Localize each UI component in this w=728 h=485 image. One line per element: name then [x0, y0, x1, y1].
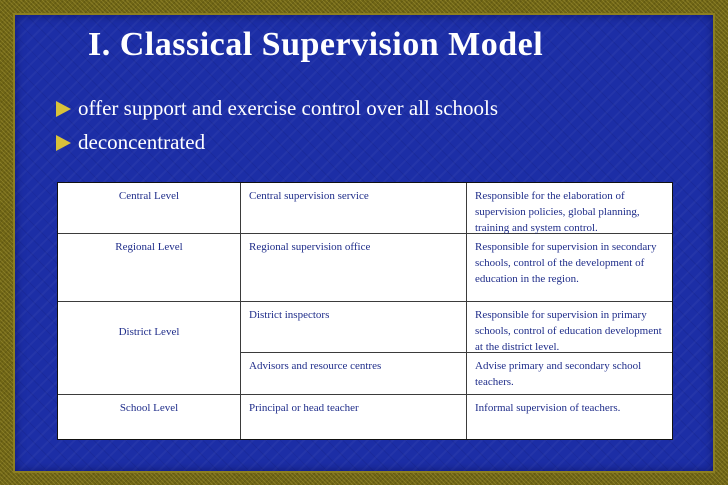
bullet-list: [56, 96, 498, 164]
bullet-text: offer support and exercise control over all schools: [78, 96, 499, 120]
responsibility-cell: Responsible for the elaboration of supervision policies, global planning, training and system control.: [475, 190, 640, 234]
bullet-text: deconcentrated: [78, 130, 206, 154]
responsibility-cell: Informal supervision of teachers.: [475, 402, 621, 414]
triangle-arrow-icon: [56, 101, 71, 117]
slide-title: I. Classical Supervision Model: [88, 26, 544, 63]
structure-cell: Principal or head teacher: [249, 402, 359, 414]
triangle-arrow-icon: [56, 135, 71, 151]
bullet-item: [56, 96, 498, 130]
level-cell-central: Central Level: [118, 190, 180, 202]
structure-cell: Regional supervision office: [249, 241, 371, 253]
responsibility-cell: Responsible for supervision in secondary schools, control of the development of education in the region.: [475, 241, 657, 285]
level-cell-regional: Regional Level: [115, 241, 183, 253]
structure-cell: Advisors and resource centres: [249, 360, 382, 372]
level-cell-district: District Level: [118, 326, 180, 338]
responsibility-cell: Advise primary and secondary school teachers.: [475, 360, 642, 388]
bullet-item: [56, 130, 498, 164]
level-cell-school: School Level: [119, 402, 179, 414]
responsibility-cell: Responsible for supervision in primary schools, control of education development at the district level.: [475, 309, 662, 353]
supervision-table: [57, 182, 673, 440]
structure-cell: Central supervision service: [249, 190, 369, 202]
structure-cell: District inspectors: [249, 309, 330, 321]
